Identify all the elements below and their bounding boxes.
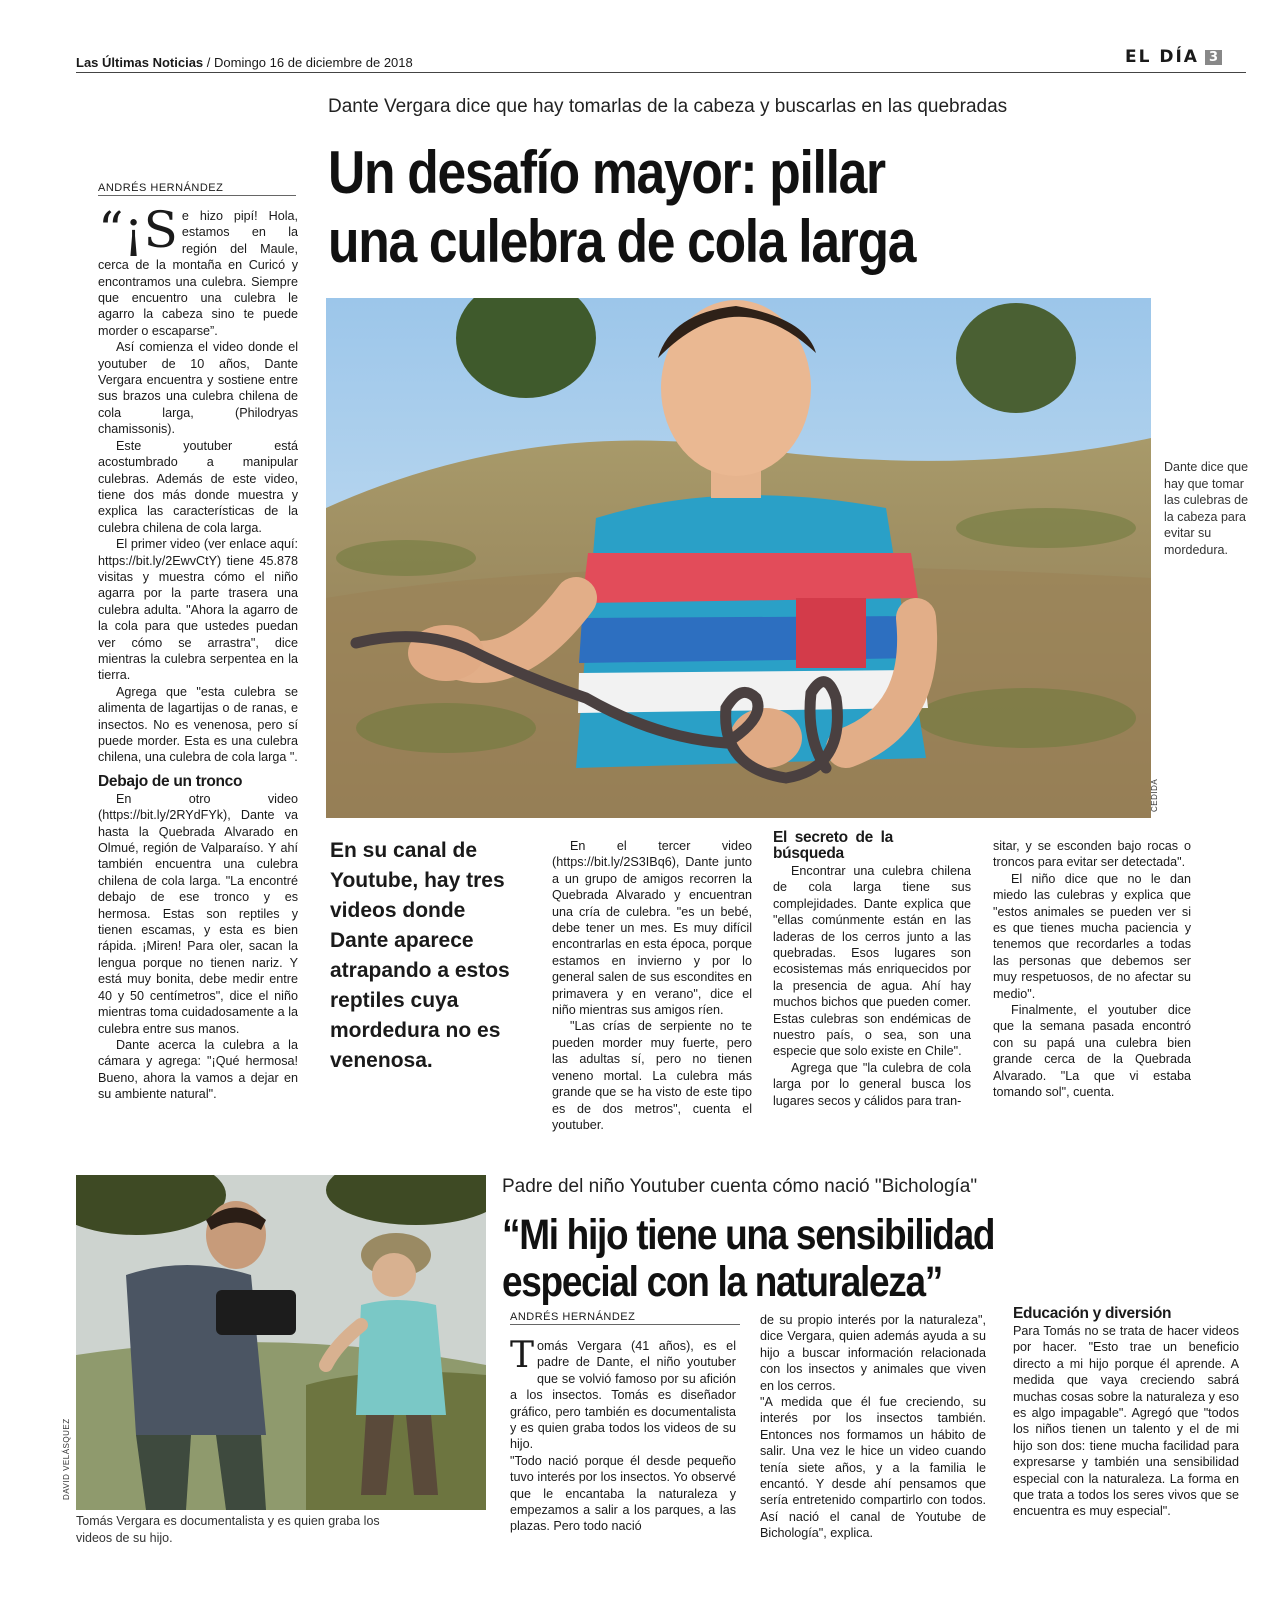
- story2-photo-caption: Tomás Vergara es documentalista y es quien graba los videos de su hijo.: [76, 1514, 380, 1545]
- section-label: [1125, 47, 1222, 67]
- paragraph: Agrega que "la culebra de cola larga por lo general busca los lugares secos y cálidos para tran-: [773, 1060, 971, 1108]
- header-separator: /: [203, 55, 214, 70]
- paragraph: El niño dice que no le dan miedo las culebras y explica que "estos animales se pueden ver si es que tienes mucha paciencia y tenemos que recordarles a todas las personas que debemos ser muy respetuosos, de no afectar su medio".: [993, 871, 1191, 1001]
- headline-line-2: una culebra de cola larga: [328, 208, 916, 275]
- story1-byline: ANDRÉS HERNÁNDEZ: [98, 182, 296, 196]
- story2-column-2: [760, 1312, 986, 1542]
- paragraph: "Las crías de serpiente no te pueden morder muy fuerte, pero las adultas sí, pero no tienen veneno mortal. La culebra más grande que se ha visto de este tipo es de dos metros", cuenta el youtuber.: [552, 1019, 752, 1132]
- paragraph: Agrega que "esta culebra se alimenta de lagartijas o de ranas, e insectos. No es venenosa, pero sí puede morder. Esta es una culebra chilena, una culebra de cola larga ".: [98, 684, 298, 765]
- story2-headline: [502, 1212, 994, 1306]
- story1-column-4: [773, 830, 971, 1109]
- story2-photo-credit: DAVID VELÁSQUEZ: [62, 1418, 71, 1500]
- paragraph: Dante acerca la culebra a la cámara y agrega: "¡Qué hermosa! Bueno, ahora la vamos a dejar en su ambiente natural".: [98, 1037, 298, 1102]
- drop-cap: “¡S: [98, 201, 178, 259]
- photo-caption: Dante dice que hay que tomar las culebras de la cabeza para evitar su mordedura.: [1164, 460, 1249, 557]
- story2-kicker: Padre del niño Youtuber cuenta cómo nació "Bichología": [502, 1176, 978, 1197]
- paper-name: Las Últimas Noticias: [76, 55, 204, 70]
- section-name: EL DÍA: [1125, 47, 1199, 67]
- issue-date: Domingo 16 de diciembre de 2018: [214, 55, 413, 70]
- subhead: Educación y diversión: [1013, 1305, 1172, 1322]
- paragraph: Finalmente, el youtuber dice que la semana pasada encontró con su papá una culebra bien grande cerca de la Quebrada Alvarado. "La que vi estaba tomando sol", cuenta.: [993, 1003, 1191, 1100]
- headline-line-1: “Mi hijo tiene una sensibilidad: [502, 1211, 995, 1259]
- father-and-son-illustration: [76, 1175, 486, 1510]
- paragraph: En el tercer video (https://bit.ly/2S3IBq6), Dante junto a un grupo de amigos recorren la Quebrada Alvarado y encuentran una cría de culebra. "es un bebé, debe tener un mes. Es muy difícil encontrarlas en esta época, porque estamos en invierno y por lo general salen de sus escondites en primavera y en verano", dice el niño mientras sus amigos ríen.: [552, 839, 752, 1018]
- masthead: [76, 55, 413, 70]
- story2-photo: [76, 1175, 486, 1510]
- paragraph: En otro video (https://bit.ly/2RYdFYk), Dante va hasta la Quebrada Alvarado en Olmué, región de Valparaíso. Y ahí también encuentra una culebra chilena de cola larga. "La encontré debajo de ese tronco y es hermosa. Estas son reptiles y tienen escamas, y esta es bien rápida. ¡Miren! Para oler, sacan la lengua porque no tienen nariz. Y está muy bonita, debe medir entre 40 y 50 centímetros", dice el niño mientras toma cuidadosamente a la culebra entre sus manos.: [98, 791, 298, 1036]
- story2-byline: ANDRÉS HERNÁNDEZ: [510, 1311, 740, 1325]
- boy-with-snake-illustration: [326, 298, 1151, 818]
- paragraph: "Todo nació porque él desde pequeño tuvo interés por los insectos. Yo observé que le encantaba la naturaleza y empezamos a salir a los parques, a las plazas. Pero todo nació: [510, 1453, 736, 1534]
- paragraph: e hizo pipí! Hola, estamos en la región del Maule, cerca de la montaña en Curicó y encontramos una culebra. Siempre que encuentro una culebra le agarro la cabeza sino te puede morder o escaparse”.: [98, 209, 298, 338]
- story2-column-1: [510, 1335, 736, 1535]
- headline-line-2: especial con la naturaleza”: [502, 1258, 942, 1306]
- subhead: El secreto de la búsqueda: [773, 829, 893, 862]
- photo-credit: CEDIDA: [1150, 778, 1159, 812]
- story2-column-3: [1013, 1306, 1239, 1520]
- drop-cap: T: [510, 1335, 535, 1376]
- header-rule: [76, 72, 1246, 73]
- headline-line-1: Un desafío mayor: pillar: [328, 139, 885, 206]
- pull-quote: En su canal de Youtube, hay tres videos donde Dante aparece atrapando a estos reptiles cuya mordedura no es venenosa.: [330, 839, 510, 1072]
- paragraph: "A medida que él fue creciendo, su interés por los insectos también. Entonces nos formamos un hábito de salir. Una vez le hice un video cuando tenía siete años, y a la familia le encantó. Y desde ahí pensamos que sería entretenido compartirlo con todos. Así nació el canal de Youtube de Bichología", explica.: [760, 1395, 986, 1541]
- paragraph: Encontrar una culebra chilena de cola larga tiene sus complejidades. Dante explica que "ellas comúnmente están en las laderas de los cerros junto a las quebradas. Esos lugares son ecosistemas más enriquecidos por la presencia de agua. Ahí hay muchos bichos que pueden comer. Estas culebras son endémicas de nuestro país, o sea, son una especie que solo existe en Chile".: [773, 864, 971, 1059]
- paragraph: omás Vergara (41 años), es el padre de Dante, el niño youtuber que se volvió famoso por su afición a los insectos. Tomás es diseñador gráfico, pero también es documentalista y es quien graba todos los videos de su hijo.: [510, 1339, 736, 1452]
- story1-headline: [328, 138, 915, 276]
- story1-column-5: [993, 838, 1191, 1101]
- paragraph: Para Tomás no se trata de hacer videos por hacer. "Esto trae un beneficio directo a mi hijo porque él aprende. A medida que vaya creciendo sabrá muchas cosas sobre la naturaleza y eso es algo impagable". Agregó que "todos los niños tienen un talento y el de mi hijo son dos: tiene mucha facilidad para expresarse y también una sensibilidad especial con la naturaleza. La forma en que trata a todos los seres vivos que se encuentra es muy especial".: [1013, 1324, 1239, 1519]
- story1-kicker: Dante Vergara dice que hay tomarlas de la cabeza y buscarlas en las quebradas: [328, 96, 1008, 117]
- story1-column-1: [98, 201, 298, 1103]
- paragraph: de su propio interés por la naturaleza", dice Vergara, quien además ayuda a su hijo a buscar información relacionada con los insectos y animales que viven en los cerros.: [760, 1313, 986, 1393]
- paragraph: sitar, y se esconden bajo rocas o troncos para evitar ser detectada".: [993, 839, 1191, 870]
- paragraph: Así comienza el video donde el youtuber de 10 años, Dante Vergara encuentra y sostiene entre sus brazos una culebra chilena de cola larga, (Philodryas chamissonis).: [98, 340, 298, 437]
- paragraph: El primer video (ver enlace aquí: https://bit.ly/2EwvCtY) tiene 45.878 visitas y muestra cómo el niño agarra por la parte trasera una culebra adulta. "Ahora la agarro de la cola para que ustedes puedan ver cómo se arrastra", dice mientras la culebra serpentea en la tierra.: [98, 537, 298, 683]
- paragraph: Este youtuber está acostumbrado a manipular culebras. Además de este video, tiene dos más donde muestra y explica las características de la culebra chilena de cola larga.: [98, 438, 298, 535]
- page-number: 3: [1205, 50, 1222, 65]
- story1-column-3: [552, 838, 752, 1133]
- subhead: Debajo de un tronco: [98, 772, 243, 790]
- main-photo: [326, 298, 1151, 818]
